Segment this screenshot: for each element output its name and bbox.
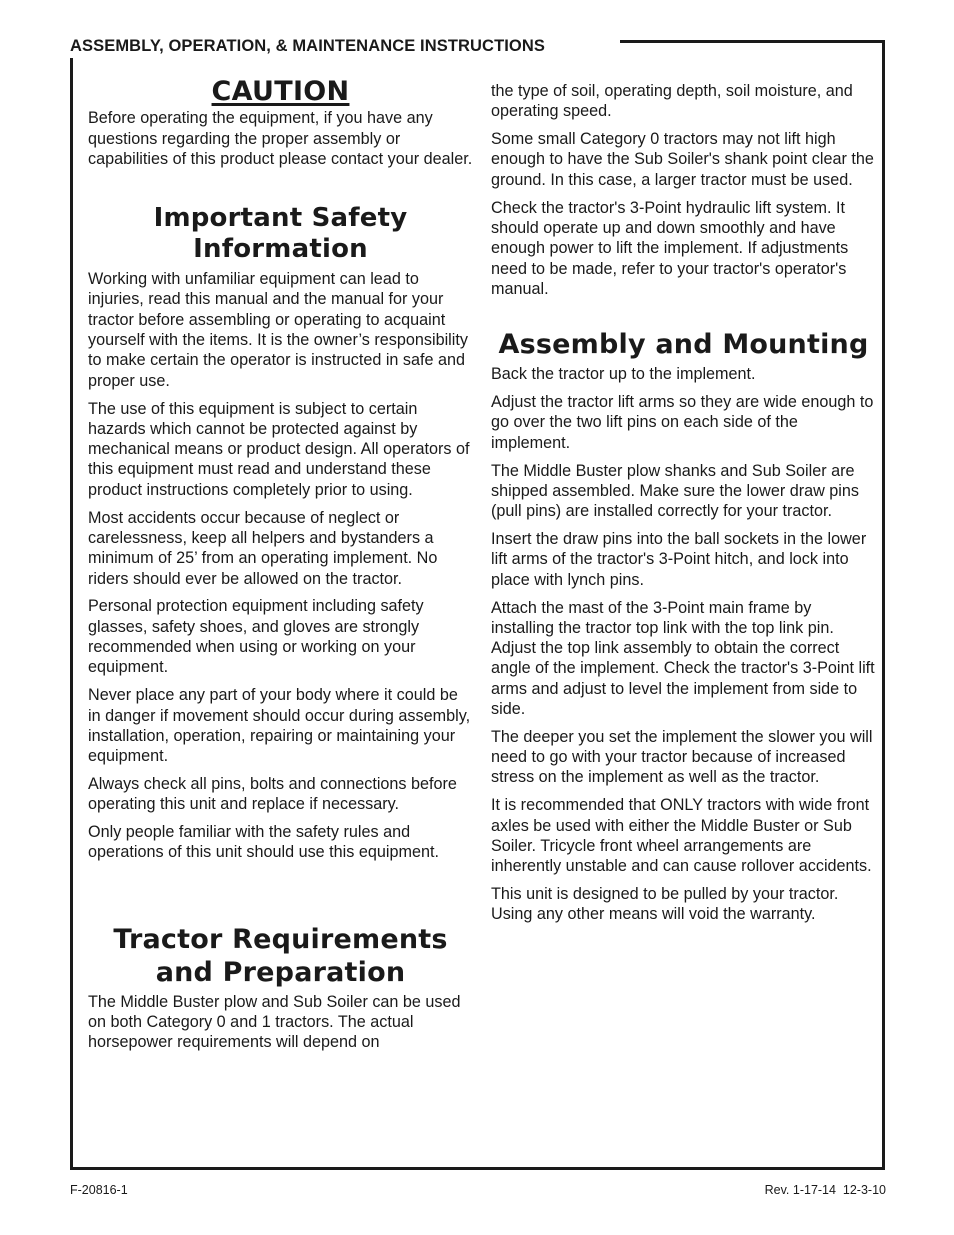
safety-paragraph: Only people familiar with the safety rules and operations of this unit should use this equipment. <box>88 823 439 862</box>
safety-paragraph: The use of this equipment is subject to certain hazards which cannot be protected against by mechanical means or product design. All operators of this equipment must read and understand these product instructions completely prior to using. <box>88 399 470 499</box>
tractor-paragraph: Check the tractor's 3-Point hydraulic lift system. It should operate up and down smoothly and have enough power to lift the implement. If adjustments need to be made, refer to your tractor's operator's manual. <box>491 198 849 298</box>
caution-text: Before operating the equipment, if you have any questions regarding the proper assembly or capabilities of this product please contact your dealer. <box>88 109 473 168</box>
frame-top-rule <box>620 40 885 43</box>
safety-paragraph: Personal protection equipment including safety glasses, safety shoes, and gloves are strongly recommended when using or working on your equipment. <box>88 597 424 677</box>
assembly-paragraph: The deeper you set the implement the slower you will need to go with your tractor because of increased stress on the implement as well as the tractor. <box>491 727 873 787</box>
safety-heading: Important Safety Information <box>153 203 408 265</box>
frame-right-rule <box>882 40 885 1170</box>
safety-paragraph: Working with unfamiliar equipment can lead to injuries, read this manual and the manual for your tractor before assembling or operating to acquaint yourself with the items. It is the owner’s responsibility to make certain the operator is instructed in safe and proper use. <box>88 270 468 390</box>
footer-part-number: F-20816-1 <box>70 1183 128 1197</box>
tractor-paragraph: Some small Category 0 tractors may not lift high enough to have the Sub Soiler's shank point clear the ground. In this case, a larger tractor must be used. <box>491 130 874 189</box>
assembly-paragraph: Attach the mast of the 3-Point main frame by installing the tractor top link with the top link pin. Adjust the top link assembly to obtain the correct angle of the implement. Check the tractor's 3-Point lift arms and adjust to level the implement from side to side. <box>491 598 875 718</box>
tractor-paragraph: the type of soil, operating depth, soil moisture, and operating speed. <box>491 82 853 121</box>
assembly-paragraph: The Middle Buster plow shanks and Sub Soiler are shipped assembled. Make sure the lower draw pins (pull pins) are installed correctly for your tractor. <box>491 461 860 521</box>
caution-heading: CAUTION <box>211 76 350 107</box>
assembly-paragraph: Adjust the tractor lift arms so they are wide enough to go over the two lift pins on each side of the implement. <box>491 393 874 452</box>
frame-left-rule <box>70 58 73 1170</box>
assembly-paragraph: This unit is designed to be pulled by your tractor. Using any other means will void the warranty. <box>491 885 839 924</box>
safety-paragraph: Never place any part of your body where it could be in danger if movement should occur during assembly, installation, operation, repairing or maintaining your equipment. <box>88 686 471 766</box>
tractor-requirements-heading: Tractor Requirements and Preparation <box>113 923 448 988</box>
assembly-paragraph: Insert the draw pins into the ball sockets in the lower lift arms of the tractor's 3-Point hitch, and lock into place with lynch pins. <box>491 530 867 589</box>
right-column <box>491 81 876 932</box>
footer-revision: Rev. 1-17-14 12-3-10 <box>764 1183 886 1197</box>
safety-paragraph: Always check all pins, bolts and connections before operating this unit and replace if necessary. <box>88 774 457 814</box>
page-header-title: ASSEMBLY, OPERATION, & MAINTENANCE INSTRUCTIONS <box>70 37 545 55</box>
left-column <box>88 78 473 1060</box>
safety-paragraph: Most accidents occur because of neglect or carelessness, keep all helpers and bystanders a minimum of 25’ from an operating implement. No riders should ever be allowed on the tractor. <box>88 508 438 588</box>
tractor-paragraph: The Middle Buster plow and Sub Soiler can be used on both Category 0 and 1 tractors. The actual horsepower requirements will depend on <box>88 992 461 1052</box>
assembly-heading: Assembly and Mounting <box>498 329 869 361</box>
assembly-paragraph: Back the tractor up to the implement. <box>491 365 756 384</box>
frame-bottom-rule <box>70 1167 885 1170</box>
assembly-paragraph: It is recommended that ONLY tractors with wide front axles be used with either the Middle Buster or Sub Soiler. Tricycle front wheel arrangements are inherently unstable and can cause rollover accidents. <box>491 796 872 876</box>
